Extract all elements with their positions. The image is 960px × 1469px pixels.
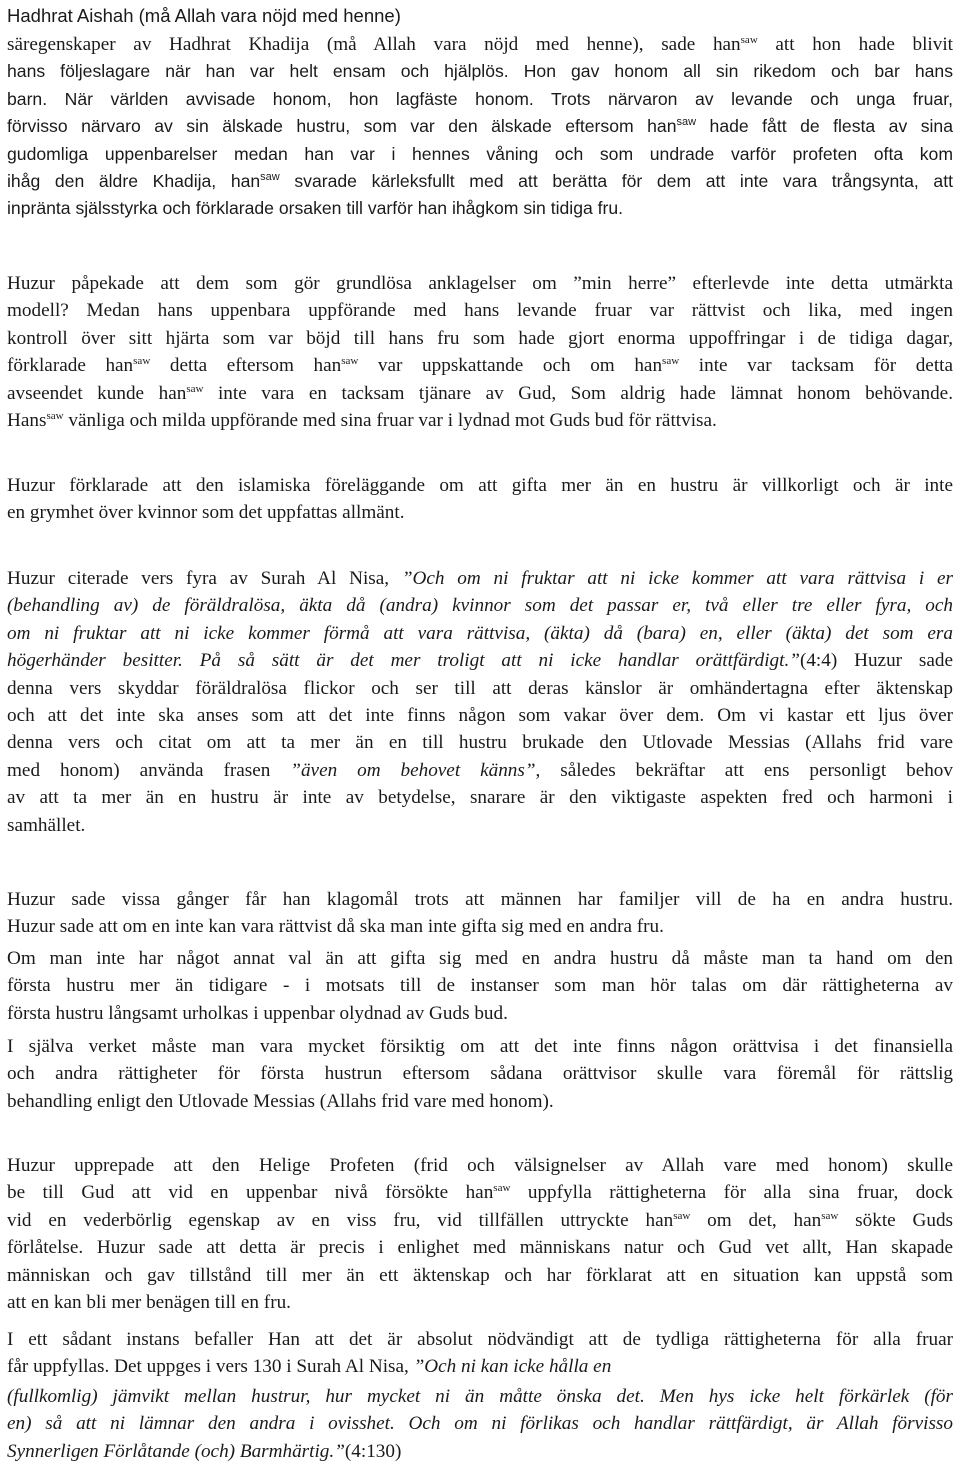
saw-superscript: saw [676,116,697,129]
text-line: Huzur sade vissa gånger får han klagomål trots att männen har familjer vill de ha en andra hustru. [7,889,953,910]
text-line: första hustru mer än tidigare - i motsats till de instanser som man hör talas om där rättigheterna av [7,975,953,997]
text-line: avseendet kunde han$^{saw}$ inte vara en tacksam tjänare av Gud, Som aldrig hade lämnat honom behövande. [7,382,953,404]
text-line: vid en vederbörlig egenskap av en viss fru, vid tillfällen uttryckte han$^{saw}$ om det, han$^{saw}$ sökte Guds [7,1209,954,1231]
saw-superscript: saw [493,1182,511,1195]
text-line: förklarade han$^{saw}$ detta eftersom han$^{saw}$ var uppskattande och om han$^{saw}$ inte var tacksam för detta [7,355,953,377]
text-line: modell? Medan hans uppenbara uppförande med hans levande fruar var rättvist och lika, med ingen [7,300,953,322]
text-line: människan och gav tillstånd till mer än ett äktenskap och har förklarat att en situation kan uppstå som [7,1264,953,1286]
text-line: får uppfyllas. Det uppges i vers 130 i Surah Al Nisa, ”Och ni kan icke hålla en [7,1356,612,1378]
text-line: denna vers skyddar föräldralösa flickor och ser till att deras känslor är omhändertagna efter äktenskap [7,677,953,699]
text-line: be till Gud att vid en uppenbar nivå försökte han$^{saw}$ uppfylla rättigheterna för alla sina fruar, dock [7,1182,953,1204]
saw-superscript: saw [821,1209,839,1222]
paragraph-conditional [7,472,953,527]
text-line: Huzur sade att om en inte kan vara rättvist då ska man inte gifta sig med en andra fru. [7,916,664,938]
text-line: och att det inte ska anses som att det inte finns någon som vakar över dem. Om vi kastar ett ljus över [7,704,953,726]
text-line: I ett sådant instans befaller Han att det är absolut nödvändigt att de tydliga rättigheterna för alla fruar [7,1329,953,1350]
text-line: samhället. [7,814,86,836]
text-line: (fullkomlig) jämvikt mellan hustrur, hur mycket ni än måtte önska det. Men hys icke helt förkärlek (för [7,1385,953,1407]
saw-superscript: saw [662,355,680,368]
text-line: denna vers och citat om att ta mer än en till hustru brukade den Utlovade Messias (Allahs frid vare [7,732,953,754]
text-line: inpränta själsstyrka och förklarade orsaken till varför han ihågkom sin tidiga fru. [7,198,624,219]
text-line: Huzur citerade vers fyra av Surah Al Nisa, ”Och om ni fruktar att ni icke kommer att vara rättvisa i er [7,568,953,589]
text-line: första hustru långsamt urholkas i uppenbar olydnad av Guds bud. [7,1002,508,1024]
text-line: att en kan bli mer benägen till en fru. [7,1291,291,1313]
text-line: behandling enligt den Utlovade Messias (Allahs frid vare med honom). [7,1090,554,1112]
saw-superscript: saw [673,1209,691,1222]
text-line: en) så att ni lämnar den andra i ovisshet. Och om ni förlikas och handlar rättfärdigt, är Allah förvisso [7,1413,953,1435]
text-line: gudomliga uppenbarelser medan han var i hennes våning och som undrade varför profeten ofta kom [7,143,953,164]
text-line: säregenskaper av Hadhrat Khadija (må Allah vara nöjd med henne), sade han$^{saw}$ att hon hade blivit [7,34,953,55]
quote-text: ”Och ni kan icke hålla en [413,1356,612,1378]
quote-text: ”Och om ni fruktar att ni icke kommer att vara rättvisa i er [401,568,953,589]
text-line: hans följeslagare när han var helt ensam och hjälplös. Hon gav honom all sin rikedom och bar hans [7,61,953,82]
text-line: I själva verket måste man vara mycket försiktig om att det inte finns någon orättvisa i det finansiella [7,1036,953,1057]
saw-superscript: saw [740,34,758,46]
text-line: Huzur påpekade att dem som gör grundlösa anklagelser om ”min herre” efterlevde inte detta utmärkta [7,273,953,294]
text-line: av att ta mer än en hustru är inte av betydelse, snarare är den viktigaste aspekten fred och harmoni i [7,787,953,809]
text-line: Huzur förklarade att den islamiska föreläggande om att gifta mer än en hustru är villkorligt och är inte [7,475,953,496]
paragraph-second-wife [7,945,953,1027]
text-line: ihåg den äldre Khadija, han$^{saw}$ svarade kärleksfullt med att berätta för dem att inte vara trångsynta, att [7,170,953,191]
paragraph-surah-4-130 [7,1326,953,1465]
text-line: (behandling av) de föräldralösa, äkta då (andra) kvinnor som det passar er, två eller tre eller fyra, och [7,595,953,617]
paragraph-holy-prophet [7,1152,953,1316]
text-line: förlåtelse. Huzur sade att detta är precis i enlighet med människans natur och Gud vet allt, Han skapade [7,1237,953,1259]
paragraph-surah-4-4 [7,565,953,839]
text-line: en grymhet över kvinnor som det uppfattas allmänt. [7,502,405,524]
saw-superscript: saw [186,382,204,395]
quote-text: ”även om behovet känns” [290,759,536,781]
page-title: Hadhrat Aishah (må Allah vara nöjd med henne) [7,5,401,26]
saw-superscript: saw [260,170,280,183]
text-line: med honom) använda frasen ”även om behovet känns”, således bekräftar att ens personligt behov [7,759,953,781]
quote-text: högerhänder besitter. På så sätt är det mer troligt att ni icke handlar orättfärdigt.” [7,650,800,672]
paragraph-accusations [7,270,953,434]
quote-text: Synnerligen Förlåtande (och) Barmhärtig.” [7,1440,345,1462]
text-line: Om man inte har något annat val än att gifta sig med en andra hustru då måste man ta hand om den [7,948,953,969]
saw-superscript: saw [133,355,151,368]
text-line: Hans$^{saw}$ vänliga och milda uppförande med sina fruar var i lydnad mot Guds bud för rättvisa. [7,409,717,431]
text-line: Huzur upprepade att den Helige Profeten (frid och välsignelser av Allah vare med honom) skulle [7,1155,953,1176]
paragraph-complaints [7,886,953,941]
text-line: och andra rättigheter för första hustrun eftersom sådana orättvisor skulle vara föremål för rättslig [7,1063,953,1085]
text-line: barn. När världen avvisade honom, hon lagfäste honom. Trots närvaron av levande och unga fruar, [7,88,953,109]
saw-superscript: saw [46,409,64,422]
text-line: om ni fruktar att ni icke kommer förmå att vara rättvisa, (äkta) då (bara) en, eller (äkta) det som era [7,622,953,644]
paragraph-khadija [7,31,953,223]
text-line: förvisso närvaro av sin älskade hustru, som var den älskade eftersom han$^{saw}$ hade fått de flesta av sina [7,116,953,137]
text-line: Synnerligen Förlåtande (och) Barmhärtig.”(4:130) [7,1440,402,1462]
text-line: kontroll över sitt hjärta som var böjd till hans fru som hade gjort enorma uppoffringar i de tidiga dagar, [7,327,953,349]
saw-superscript: saw [341,355,359,368]
text-line: högerhänder besitter. På så sätt är det mer troligt att ni icke handlar orättfärdigt.”(4:4) Huzur sade [7,650,954,672]
paragraph-financial-rights [7,1033,953,1115]
